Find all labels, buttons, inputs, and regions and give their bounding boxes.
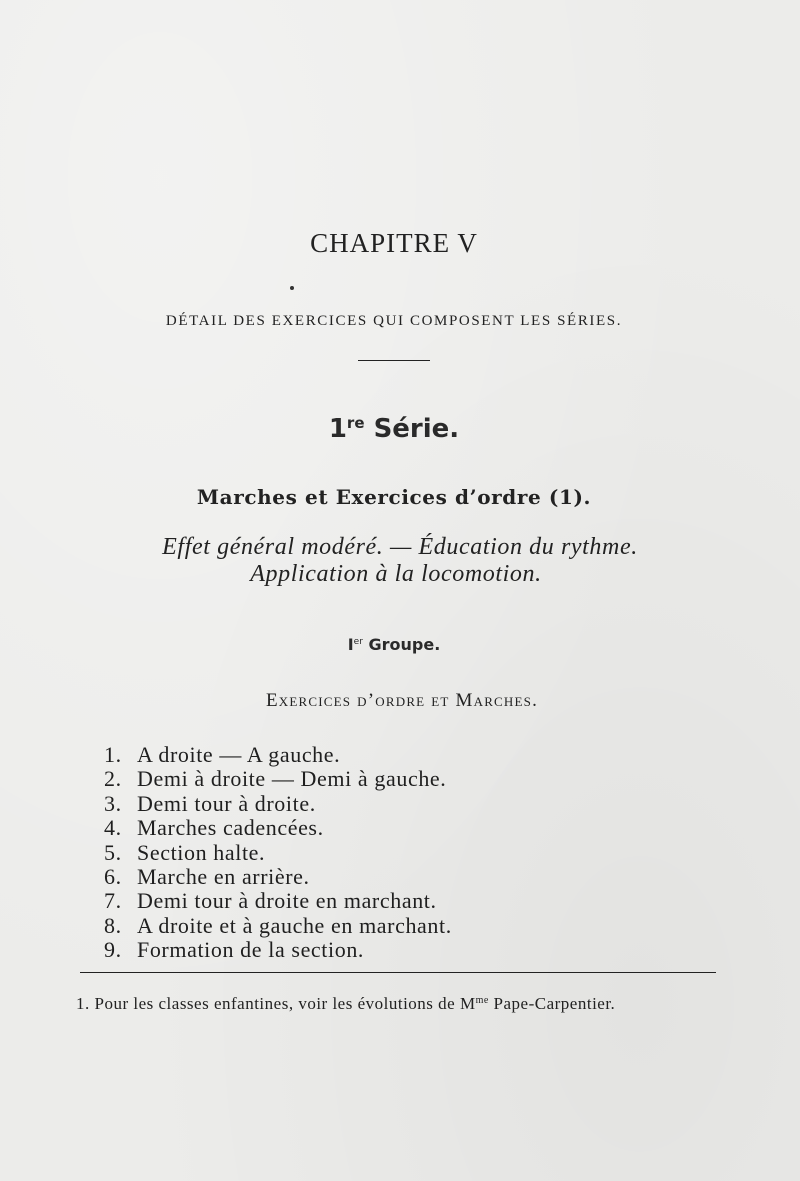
list-item — [104, 938, 452, 962]
item-number: 2. — [104, 766, 122, 792]
list-item — [104, 816, 452, 840]
item-text: Marche en arrière. — [137, 864, 310, 890]
list-item — [104, 743, 452, 767]
list-item — [104, 865, 452, 889]
item-text: Demi à droite — Demi à gauche. — [137, 766, 447, 792]
item-text: Section halte. — [137, 839, 266, 865]
item-number: 6. — [104, 864, 122, 890]
item-number: 9. — [104, 937, 122, 963]
item-text: Formation de la section. — [137, 937, 365, 963]
footnote-text-end: Pape-Carpentier. — [488, 994, 616, 1013]
list-item — [104, 767, 452, 791]
exercise-list — [104, 743, 452, 963]
item-number: 7. — [104, 888, 122, 914]
effect-line: Effet général modéré. — Éducation du rythme. — [162, 534, 638, 560]
item-text: Marches cadencées. — [137, 815, 324, 841]
item-text: Demi tour à droite. — [137, 790, 316, 816]
list-item — [104, 889, 452, 913]
groupe-number: I — [347, 635, 354, 654]
list-item — [104, 792, 452, 816]
ornament-dot — [290, 286, 294, 290]
item-number: 3. — [104, 790, 122, 816]
groupe-label: Groupe. — [368, 635, 441, 654]
short-divider — [358, 360, 430, 361]
item-text: A droite — A gauche. — [137, 742, 341, 767]
serie-label: Série. — [373, 414, 460, 444]
item-number: 8. — [104, 912, 122, 938]
footnote-text: 1. Pour les classes enfantines, voir les évolutions de M — [76, 994, 476, 1013]
list-item — [104, 841, 452, 865]
item-number: 1. — [104, 742, 122, 767]
groupe-title — [0, 635, 788, 654]
footnote-sup: me — [475, 995, 489, 1006]
groupe-number-sup: er — [353, 637, 363, 647]
item-text: Demi tour à droite en marchant. — [137, 888, 437, 914]
item-number: 4. — [104, 815, 122, 841]
list-item — [104, 914, 452, 938]
item-text: A droite et à gauche en marchant. — [137, 912, 452, 938]
serie-number-sup: re — [346, 414, 365, 432]
exercises-heading: Exercices d’ordre et Marches. — [265, 690, 539, 711]
item-number: 5. — [104, 839, 122, 865]
chapter-title: CHAPITRE V — [310, 228, 478, 258]
serie-title — [0, 414, 788, 444]
serie-number: 1 — [328, 414, 347, 444]
footnote-divider — [80, 972, 716, 973]
footnote — [76, 988, 732, 1016]
chapter-heading: DÉTAIL DES EXERCICES QUI COMPOSENT LES SÉRIES. — [165, 313, 623, 329]
effect-line: Application à la locomotion. — [250, 561, 542, 587]
serie-subtitle: Marches et Exercices d’ordre (1). — [196, 485, 592, 509]
